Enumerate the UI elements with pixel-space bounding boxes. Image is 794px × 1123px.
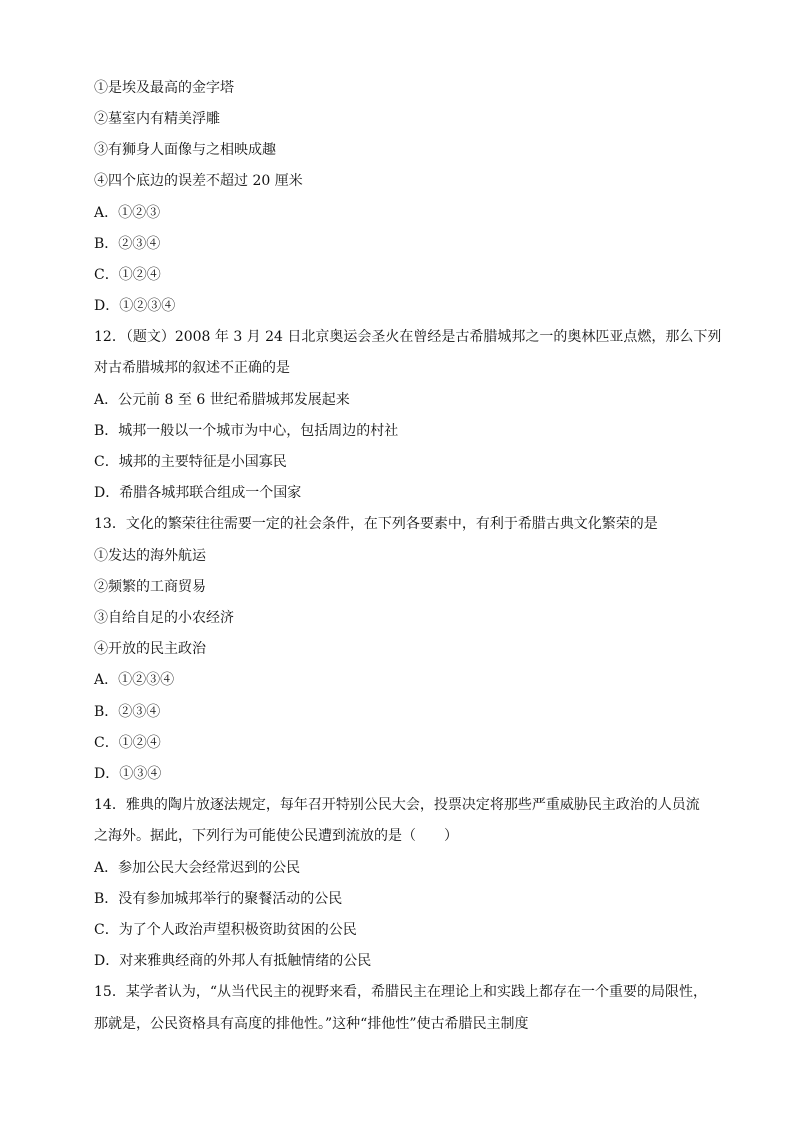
option-a: A．参加公民大会经常迟到的公民 [94,860,301,876]
option-b: B．②③④ [94,236,161,252]
statement-4: ④开放的民主政治 [94,641,206,657]
statement-3: ③有狮身人面像与之相映成趣 [94,142,276,158]
statement-2: ②频繁的工商贸易 [94,579,206,595]
option-d: D．①③④ [94,766,162,782]
option-d: D．对来雅典经商的外邦人有抵触情绪的公民 [94,953,372,969]
question-14-stem: 14．雅典的陶片放逐法规定，每年召开特别公民大会，投票决定将那些严重威胁民主政治的人员流 [94,797,700,813]
statement-4: ④四个底边的误差不超过 20 厘米 [94,173,303,189]
question-12-stem-cont: 对古希腊城邦的叙述不正确的是 [94,360,290,376]
option-c: C．为了个人政治声望积极资助贫困的公民 [94,922,357,938]
option-a: A．①②③④ [94,672,175,688]
option-a: A．①②③ [94,205,161,221]
option-d: D．①②③④ [94,298,176,314]
question-15-stem: 15．某学者认为，“从当代民主的视野来看，希腊民主在理论上和实践上都存在一个重要的局限性， [94,984,707,1000]
question-14-stem-cont: 之海外。据此，下列行为可能使公民遭到流放的是（ ） [94,828,458,844]
question-13-stem: 13．文化的繁荣往往需要一定的社会条件，在下列各要素中，有利于希腊古典文化繁荣的是 [94,516,658,532]
statement-3: ③自给自足的小农经济 [94,610,234,626]
option-c: C．①②④ [94,267,161,283]
option-b: B．城邦一般以一个城市为中心，包括周边的村社 [94,423,399,439]
option-b: B．没有参加城邦举行的聚餐活动的公民 [94,891,343,907]
statement-1: ①是埃及最高的金字塔 [94,80,234,96]
question-15-stem-cont: 那就是，公民资格具有高度的排他性。”这种“排他性”使古希腊民主制度 [94,1016,529,1032]
option-d: D．希腊各城邦联合组成一个国家 [94,485,302,501]
option-a: A．公元前 8 至 6 世纪希腊城邦发展起来 [94,392,350,408]
option-c: C．①②④ [94,735,161,751]
question-12-stem: 12．（题文）2008 年 3 月 24 日北京奥运会圣火在曾经是古希腊城邦之一的奥林匹亚点燃，那么下列 [94,329,722,345]
option-c: C．城邦的主要特征是小国寡民 [94,454,287,470]
statement-1: ①发达的海外航运 [94,548,206,564]
statement-2: ②墓室内有精美浮雕 [94,111,220,127]
option-b: B．②③④ [94,704,161,720]
